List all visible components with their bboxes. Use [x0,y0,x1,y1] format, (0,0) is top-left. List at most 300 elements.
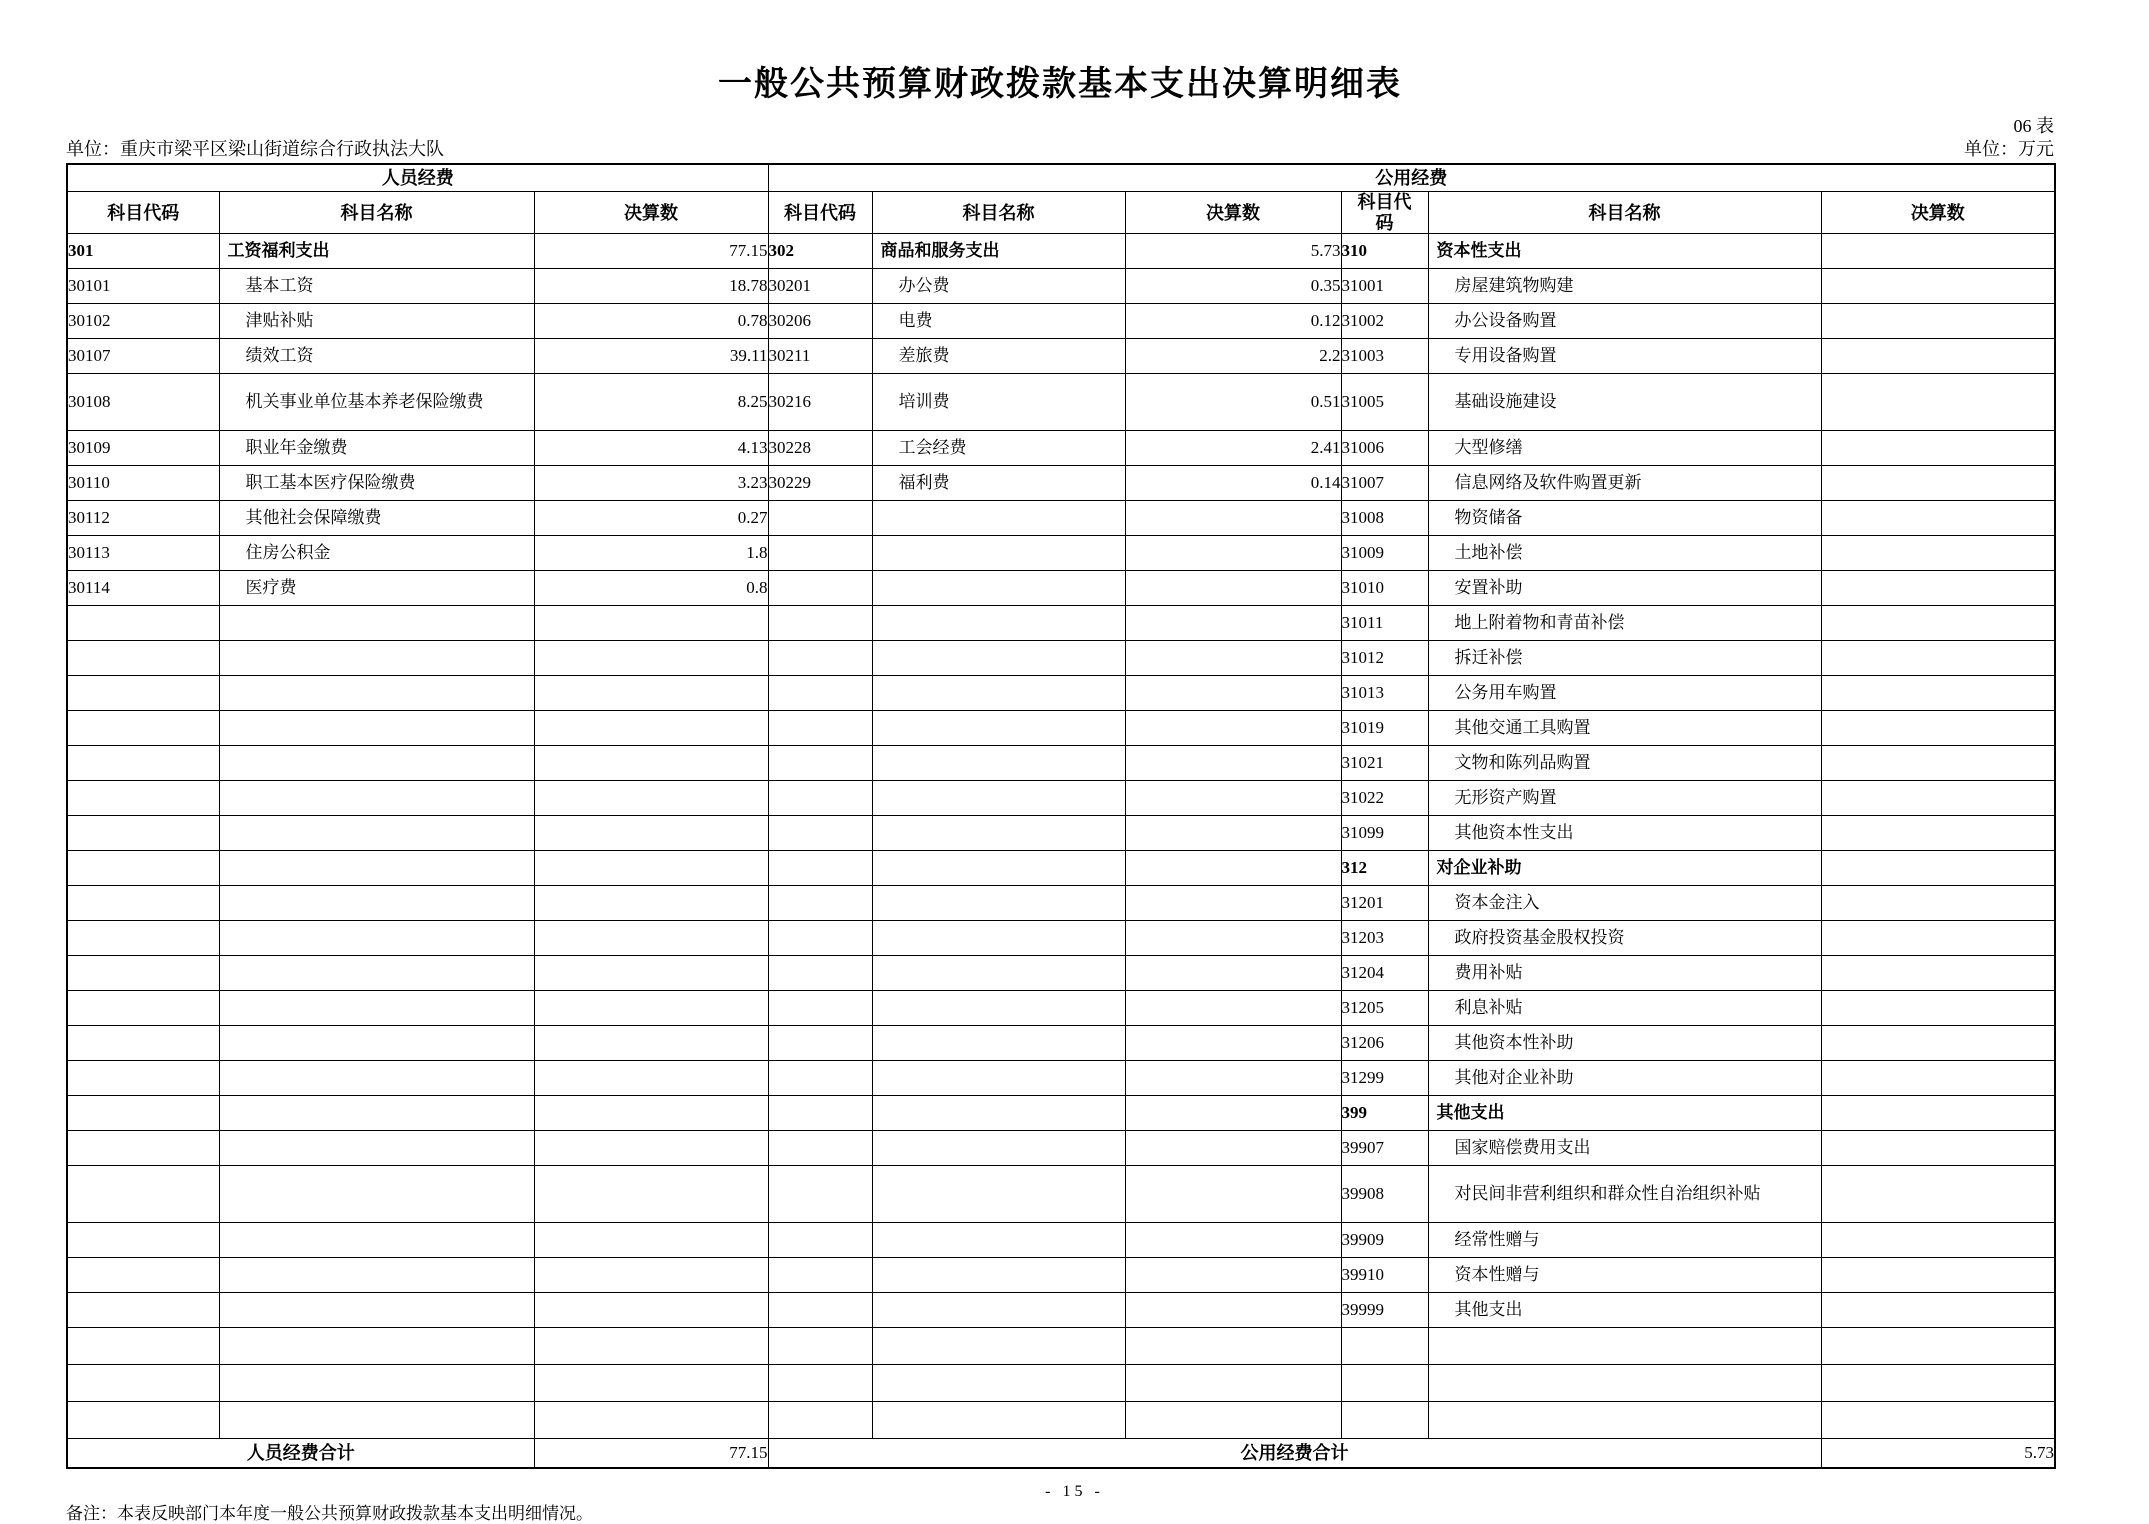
code-cell [67,746,219,781]
name-cell [219,606,534,641]
value-cell [534,1096,768,1131]
value-cell: 0.51 [1125,374,1341,431]
code-cell [768,641,872,676]
table-row [67,269,2055,304]
code-cell [67,1258,219,1293]
name-cell [872,921,1125,956]
name-cell: 绩效工资 [219,339,534,374]
table-row [67,1258,2055,1293]
value-cell [1821,1061,2055,1096]
code-cell [67,1131,219,1166]
name-cell [872,1061,1125,1096]
name-cell: 拆迁补偿 [1428,641,1821,676]
table-row [67,676,2055,711]
code-cell [768,991,872,1026]
value-cell [1125,606,1341,641]
value-cell [1821,606,2055,641]
value-cell [1125,956,1341,991]
code-cell [768,1328,872,1365]
name-cell [872,606,1125,641]
table-row [67,641,2055,676]
value-cell [1821,1258,2055,1293]
code-cell: 30107 [67,339,219,374]
name-cell [872,1223,1125,1258]
col-header-subject-name-1: 科目名称 [219,192,534,234]
value-cell [1125,641,1341,676]
table-row [67,466,2055,501]
col-header-subject-code-3: 科目代码 [1341,192,1428,234]
name-cell: 其他资本性支出 [1428,816,1821,851]
code-cell: 30114 [67,571,219,606]
value-cell [1125,536,1341,571]
code-cell [768,1258,872,1293]
code-cell: 31099 [1341,816,1428,851]
code-cell: 31008 [1341,501,1428,536]
code-cell: 39907 [1341,1131,1428,1166]
code-cell: 31203 [1341,921,1428,956]
code-cell: 30229 [768,466,872,501]
value-cell: 77.15 [534,234,768,269]
value-cell [1821,641,2055,676]
table-row [67,851,2055,886]
value-cell [1821,676,2055,711]
group-header-public: 公用经费 [768,164,2055,192]
value-cell [1821,339,2055,374]
table-row [67,304,2055,339]
remark-note: 备注：本表反映部门本年度一般公共预算财政拨款基本支出明细情况。 [66,1504,593,1524]
name-cell: 大型修缮 [1428,431,1821,466]
name-cell [219,1328,534,1365]
code-cell: 39908 [1341,1166,1428,1223]
name-cell: 基本工资 [219,269,534,304]
name-cell [219,1223,534,1258]
name-cell: 其他资本性补助 [1428,1026,1821,1061]
name-cell [872,886,1125,921]
value-cell [1821,431,2055,466]
code-cell: 39910 [1341,1258,1428,1293]
value-cell [1125,501,1341,536]
code-cell: 39999 [1341,1293,1428,1328]
name-cell [219,1166,534,1223]
name-cell [219,921,534,956]
code-cell: 302 [768,234,872,269]
name-cell: 培训费 [872,374,1125,431]
code-cell [67,851,219,886]
table-row [67,234,2055,269]
value-cell: 39.11 [534,339,768,374]
table-row [67,781,2055,816]
code-cell: 312 [1341,851,1428,886]
code-cell [67,1166,219,1223]
name-cell [872,851,1125,886]
code-cell: 30228 [768,431,872,466]
value-cell [1125,1328,1341,1365]
code-cell [768,1166,872,1223]
name-cell: 工资福利支出 [219,234,534,269]
name-cell: 商品和服务支出 [872,234,1125,269]
table-row [67,374,2055,431]
name-cell [219,1131,534,1166]
name-cell [219,956,534,991]
name-cell: 文物和陈列品购置 [1428,746,1821,781]
table-row [67,886,2055,921]
budget-detail-table [66,163,2056,1469]
value-cell [1821,991,2055,1026]
value-cell [1821,711,2055,746]
code-cell [768,1223,872,1258]
value-cell: 18.78 [534,269,768,304]
value-cell [534,781,768,816]
value-cell [534,886,768,921]
name-cell: 政府投资基金股权投资 [1428,921,1821,956]
table-row [67,1096,2055,1131]
name-cell: 医疗费 [219,571,534,606]
group-header-row [67,164,2055,192]
value-cell: 1.8 [534,536,768,571]
name-cell [219,1402,534,1439]
col-header-subject-name-3: 科目名称 [1428,192,1821,234]
form-number: 06 表 [2013,116,2054,136]
name-cell: 房屋建筑物购建 [1428,269,1821,304]
value-cell [534,1258,768,1293]
value-cell [1125,711,1341,746]
value-cell [1821,921,2055,956]
name-cell: 机关事业单位基本养老保险缴费 [219,374,534,431]
name-cell: 公务用车购置 [1428,676,1821,711]
name-cell [872,1328,1125,1365]
name-cell [219,1061,534,1096]
table-row [67,991,2055,1026]
value-cell: 2.2 [1125,339,1341,374]
currency-unit-label: 单位：万元 [1964,139,2054,159]
name-cell: 土地补偿 [1428,536,1821,571]
value-cell [1125,1402,1341,1439]
value-cell [1821,466,2055,501]
public-total-value: 5.73 [1821,1439,2055,1469]
value-cell [1125,1223,1341,1258]
code-cell [768,886,872,921]
name-cell: 资本性支出 [1428,234,1821,269]
code-cell [67,956,219,991]
table-row [67,1365,2055,1402]
value-cell [534,956,768,991]
value-cell [1821,1293,2055,1328]
code-cell: 30201 [768,269,872,304]
table-row [67,1061,2055,1096]
code-cell: 30216 [768,374,872,431]
value-cell [1125,1365,1341,1402]
name-cell: 资本金注入 [1428,886,1821,921]
name-cell: 电费 [872,304,1125,339]
code-cell: 31206 [1341,1026,1428,1061]
code-cell: 31021 [1341,746,1428,781]
code-cell: 39909 [1341,1223,1428,1258]
value-cell [1125,1061,1341,1096]
code-cell: 31201 [1341,886,1428,921]
code-cell [67,1061,219,1096]
value-cell: 0.27 [534,501,768,536]
name-cell: 其他社会保障缴费 [219,501,534,536]
table-row [67,1166,2055,1223]
value-cell [1125,781,1341,816]
value-cell [1125,1293,1341,1328]
value-cell [1821,1365,2055,1402]
name-cell [1428,1328,1821,1365]
name-cell [219,851,534,886]
value-cell [534,851,768,886]
code-cell [768,1131,872,1166]
value-cell [1125,921,1341,956]
code-cell: 31013 [1341,676,1428,711]
table-row [67,1293,2055,1328]
value-cell [534,711,768,746]
value-cell [534,676,768,711]
name-cell [872,816,1125,851]
code-cell: 31007 [1341,466,1428,501]
name-cell: 利息补贴 [1428,991,1821,1026]
code-cell [67,781,219,816]
value-cell [1821,1402,2055,1439]
value-cell: 0.14 [1125,466,1341,501]
value-cell [534,1131,768,1166]
code-cell [768,1061,872,1096]
table-body [67,234,2055,1439]
code-cell: 399 [1341,1096,1428,1131]
code-cell: 310 [1341,234,1428,269]
table-row [67,606,2055,641]
name-cell [872,711,1125,746]
page-title: 一般公共预算财政拨款基本支出决算明细表 [718,65,1402,103]
code-cell [768,501,872,536]
name-cell [219,781,534,816]
value-cell: 8.25 [534,374,768,431]
value-cell [1821,269,2055,304]
name-cell: 工会经费 [872,431,1125,466]
name-cell [219,1293,534,1328]
value-cell: 5.73 [1125,234,1341,269]
name-cell: 费用补贴 [1428,956,1821,991]
value-cell [1125,746,1341,781]
name-cell: 无形资产购置 [1428,781,1821,816]
code-cell: 31012 [1341,641,1428,676]
value-cell [1821,746,2055,781]
name-cell [872,1402,1125,1439]
group-header-personnel: 人员经费 [67,164,768,192]
col-header-subject-code-2: 科目代码 [768,192,872,234]
table-row [67,1131,2055,1166]
value-cell [1821,886,2055,921]
value-cell [1125,816,1341,851]
code-cell [67,1096,219,1131]
table-row [67,921,2055,956]
code-cell [67,1328,219,1365]
value-cell [1821,304,2055,339]
value-cell: 2.41 [1125,431,1341,466]
name-cell [219,1026,534,1061]
name-cell: 津贴补贴 [219,304,534,339]
value-cell [1125,1166,1341,1223]
code-cell [768,606,872,641]
code-cell: 30211 [768,339,872,374]
value-cell: 0.35 [1125,269,1341,304]
table-row [67,1402,2055,1439]
value-cell [1821,781,2055,816]
code-cell: 30109 [67,431,219,466]
reporting-unit-label: 单位：重庆市梁平区梁山街道综合行政执法大队 [66,139,444,159]
value-cell [1821,501,2055,536]
col-header-final-amount-1: 决算数 [534,192,768,234]
table-row [67,711,2055,746]
name-cell: 办公费 [872,269,1125,304]
name-cell [1428,1402,1821,1439]
value-cell [1821,374,2055,431]
code-cell: 31204 [1341,956,1428,991]
name-cell [219,886,534,921]
value-cell [1125,1131,1341,1166]
code-cell [768,536,872,571]
name-cell: 地上附着物和青苗补偿 [1428,606,1821,641]
code-cell: 31019 [1341,711,1428,746]
code-cell [67,676,219,711]
code-cell [67,921,219,956]
code-cell [67,1293,219,1328]
value-cell [1821,851,2055,886]
table-row [67,1328,2055,1365]
value-cell [534,1223,768,1258]
value-cell [534,1328,768,1365]
name-cell [219,1365,534,1402]
value-cell [534,1166,768,1223]
name-cell: 办公设备购置 [1428,304,1821,339]
name-cell [872,1166,1125,1223]
name-cell [219,816,534,851]
value-cell [1125,851,1341,886]
table-row [67,1223,2055,1258]
name-cell: 经常性赠与 [1428,1223,1821,1258]
table-row [67,816,2055,851]
col-header-final-amount-2: 决算数 [1125,192,1341,234]
table-row [67,1026,2055,1061]
code-cell: 30206 [768,304,872,339]
code-cell: 30102 [67,304,219,339]
value-cell [1821,1026,2055,1061]
value-cell [534,1026,768,1061]
value-cell [1821,956,2055,991]
name-cell: 职业年金缴费 [219,431,534,466]
name-cell [872,1096,1125,1131]
personnel-total-label: 人员经费合计 [67,1439,534,1469]
code-cell: 30110 [67,466,219,501]
value-cell [534,921,768,956]
code-cell: 30101 [67,269,219,304]
value-cell [1821,1096,2055,1131]
name-cell [872,1365,1125,1402]
value-cell [534,991,768,1026]
value-cell [1125,1026,1341,1061]
name-cell [1428,1365,1821,1402]
name-cell: 对民间非营利组织和群众性自治组织补贴 [1428,1166,1821,1223]
code-cell [768,571,872,606]
value-cell [1821,1328,2055,1365]
code-cell: 31005 [1341,374,1428,431]
name-cell: 国家赔偿费用支出 [1428,1131,1821,1166]
code-cell [1341,1402,1428,1439]
code-cell [67,606,219,641]
code-cell [768,921,872,956]
value-cell [534,746,768,781]
value-cell [1821,1223,2055,1258]
name-cell: 其他支出 [1428,1096,1821,1131]
value-cell: 0.78 [534,304,768,339]
value-cell [534,606,768,641]
table-row [67,501,2055,536]
value-cell [534,1293,768,1328]
code-cell: 31001 [1341,269,1428,304]
name-cell [872,746,1125,781]
code-cell [1341,1328,1428,1365]
code-cell: 31010 [1341,571,1428,606]
code-cell: 31006 [1341,431,1428,466]
code-cell [768,851,872,886]
name-cell: 对企业补助 [1428,851,1821,886]
name-cell: 住房公积金 [219,536,534,571]
name-cell [219,641,534,676]
value-cell [534,641,768,676]
value-cell [1125,571,1341,606]
value-cell [534,1365,768,1402]
code-cell [1341,1365,1428,1402]
col-header-final-amount-3: 决算数 [1821,192,2055,234]
value-cell: 4.13 [534,431,768,466]
code-cell [768,711,872,746]
name-cell: 安置补助 [1428,571,1821,606]
code-cell: 31009 [1341,536,1428,571]
code-cell [768,1293,872,1328]
name-cell [872,991,1125,1026]
name-cell [872,1293,1125,1328]
name-cell: 基础设施建设 [1428,374,1821,431]
name-cell [872,1026,1125,1061]
public-total-label: 公用经费合计 [768,1439,1821,1469]
name-cell: 信息网络及软件购置更新 [1428,466,1821,501]
value-cell [1821,1131,2055,1166]
name-cell [872,641,1125,676]
code-cell: 30112 [67,501,219,536]
code-cell [67,641,219,676]
code-cell [768,1026,872,1061]
code-cell [768,781,872,816]
value-cell: 3.23 [534,466,768,501]
name-cell: 差旅费 [872,339,1125,374]
code-cell [67,1402,219,1439]
col-header-subject-code-1: 科目代码 [67,192,219,234]
name-cell [219,676,534,711]
value-cell [1125,1096,1341,1131]
name-cell [872,1258,1125,1293]
totals-row [67,1439,2055,1469]
code-cell [67,991,219,1026]
value-cell [1821,234,2055,269]
code-cell: 30113 [67,536,219,571]
value-cell [1125,676,1341,711]
code-cell: 31002 [1341,304,1428,339]
name-cell: 其他交通工具购置 [1428,711,1821,746]
code-cell [768,676,872,711]
name-cell [872,571,1125,606]
name-cell [872,956,1125,991]
code-cell [67,1223,219,1258]
table-row [67,571,2055,606]
